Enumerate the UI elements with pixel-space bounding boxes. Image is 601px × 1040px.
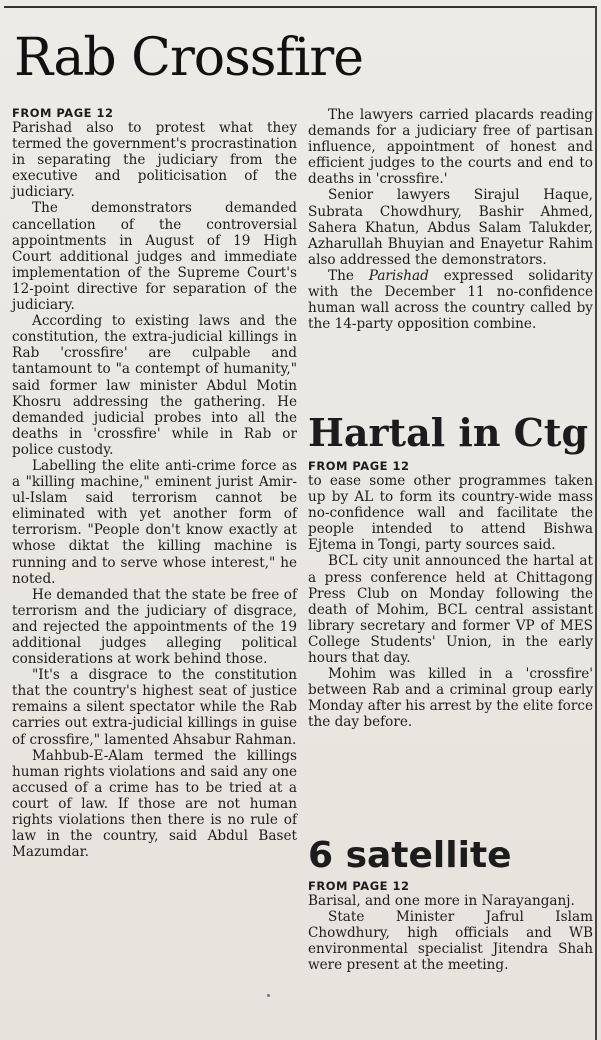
hartal-column [308,460,593,731]
right-paragraph-3-start: The [328,267,369,284]
hartal-paragraph-1: to ease some other programmes taken up by AL to form its country-wide mass no-confidence wall and facilitate the people intended to attend Bishwa Ejtema in Tongi, party sources said. [308,473,593,554]
left-paragraph-4: Labelling the elite anti-crime force as a "killing machine," eminent jurist Amir-ul-Islam said terrorism cannot be eliminated with yet another form of terrorism. "People don't know exactly at whose diktat the killing machine is running and to serve whose interest," he noted. [12,457,297,587]
left-paragraph-5: He demanded that the state be free of terrorism and the judiciary of disgrace, and rejected the appointments of the 19 additional judges alleging political considerations at work behind those. [12,586,297,668]
hartal-paragraph-2: BCL city unit announced the hartal at a press conference held at Chittagong Press Club on Monday following the death of Mohim, BCL central assistant library secretary and former VP of MES College Students' Union, in the early hours that day. [308,553,593,667]
left-paragraph-7: Mahbub-E-Alam termed the killings human rights violations and said any one accused of a crime has to be tried at a court of law. If those are not human rights violations then there is no rule of law in the country, said Abdul Baset Mazumdar. [12,747,297,861]
right-paragraph-1: The lawyers carried placards reading demands for a judiciary free of partisan influence, appointment of honest and efficient judges to the courts and end to deaths in 'crossfire.' [308,107,593,188]
satellite-paragraph-2: State Minister Jafrul Islam Chowdhury, high officials and WB environmental specialist Jitendra Shah were present at the meeting. [308,909,593,974]
hartal-headline: Hartal in Ctg [308,410,589,455]
left-paragraph-3: According to existing laws and the constitution, the extra-judicial killings in Rab 'crossfire' are culpable and tantamount to "a contempt of humanity," said former law minister Abdul Motin Khosru addressing the gathering. He demanded judicial probes into all the deaths in 'crossfire' while in Rab or police custody. [12,313,297,458]
satellite-from-label: FROM PAGE 12 [308,879,410,893]
right-rule [595,6,597,1040]
top-rule [4,6,597,8]
parishad-italic: Parishad [368,267,429,284]
hartal-from-label: FROM PAGE 12 [308,459,410,473]
right-paragraph-3-end: expressed solidarity with the December 11 no-confidence human wall across the country called by the 14-party opposition combine. [308,267,593,333]
left-paragraph-6: "It's a disgrace to the constitution that the country's highest seat of justice remains a silent spectator while the Rab carries out extra-judicial killings in guise of crossfire," lamented Ahsabur Rahman. [12,667,297,748]
satellite-paragraph-1: Barisal, and one more in Narayanganj. [308,893,575,909]
left-paragraph-2: The demonstrators demanded cancellation of the controversial appointments in August of 19 High Court additional judges and immediate implementation of the Supreme Court's 12-point directive for separation of the judiciary. [12,200,297,314]
left-from-label: FROM PAGE 12 [12,106,114,120]
hartal-paragraph-3: Mohim was killed in a 'crossfire' between Rab and a criminal group early Monday after his arrest by the elite force the day before. [308,666,593,731]
main-headline: Rab Crossfire [14,28,363,88]
right-paragraph-3 [308,268,593,332]
left-paragraph-1: Parishad also to protest what they termed the government's procrastination in separating the judiciary from the executive and politicisation of the judiciary. [12,120,297,201]
satellite-column [308,880,593,973]
left-column [12,107,297,860]
right-column [308,107,593,332]
print-speck [267,994,270,997]
satellite-headline: 6 satellite [308,835,512,876]
right-paragraph-2: Senior lawyers Sirajul Haque, Subrata Chowdhury, Bashir Ahmed, Sahera Khatun, Abdus Salam Talukder, Azharullah Bhuyian and Enayetur Rahim also addressed the demonstrators. [308,187,593,268]
